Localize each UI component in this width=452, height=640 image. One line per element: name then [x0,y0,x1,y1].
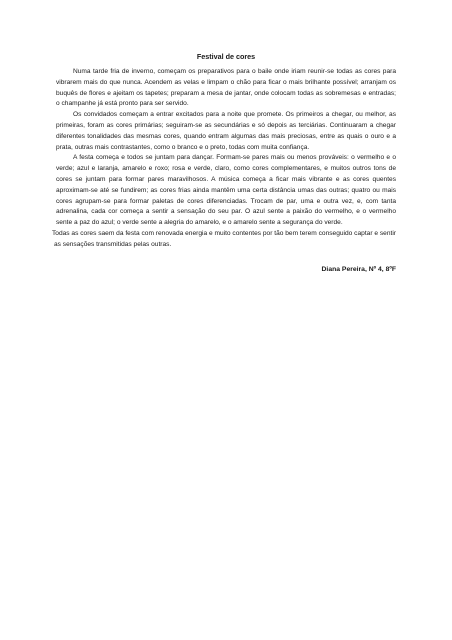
document-page [52,52,396,274]
paragraph-2: Os convidados começam a entrar excitados para a noite que promete. Os primeiros a chegar, ou melhor, as primeiras, foram as cores primárias; seguiram-se as secundárias e só depois as terciárias. Continuaram a chegar diferentes tonalidades das mesmas cores, quando entram algumas das mais preciosas, entre as quais o ouro e a prata, outras mais contrastantes, como o branco e o preto, todas com muita confiança. [56,111,396,151]
author-signature: Diana Pereira, Nº 4, 8ºF [321,265,396,273]
paragraph-1: Numa tarde fria de inverno, começam os preparativos para o baile onde iriam reunir-se todas as cores para vibrarem mais do que nunca. Acendem as velas e limpam o chão para ficar o mais brilhante possível; arranjam os buquês de flores e ajeitam os tapetes; preparam a mesa de jantar, onde colocam todas as sobremesas e entradas; o champanhe já está pronto para ser servido. [56,68,396,108]
document-title: Festival de cores [196,52,256,61]
paragraph-4: Todas as cores saem da festa com renovada energia e muito contentes por tão bem terem conseguido captar e sentir as sensações transmitidas pelas outras. [52,229,396,248]
paragraph-3: A festa começa e todos se juntam para dançar. Formam-se pares mais ou menos prováveis: o vermelho e o verde; azul e laranja, amarelo e roxo; rosa e verde, claro, como cores complementares, e muitos outros tons de cores se juntam para formar pares maravilhosos. A música começa a ficar mais vibrante e as cores quentes aproximam-se até se fundirem; as cores frias ainda mantêm uma certa distância umas das outras; quatro ou mais cores agrupam-se para formar paletas de cores diferenciadas. Trocam de par, uma e outra vez, e, com tanta adrenalina, cada cor começa a sentir a sensação do seu par. O azul sente a paixão do vermelho, e o vermelho sente a paz do azul; o verde sente a alegria do amarelo, e o amarelo sente a segurança do verde. [56,154,396,227]
